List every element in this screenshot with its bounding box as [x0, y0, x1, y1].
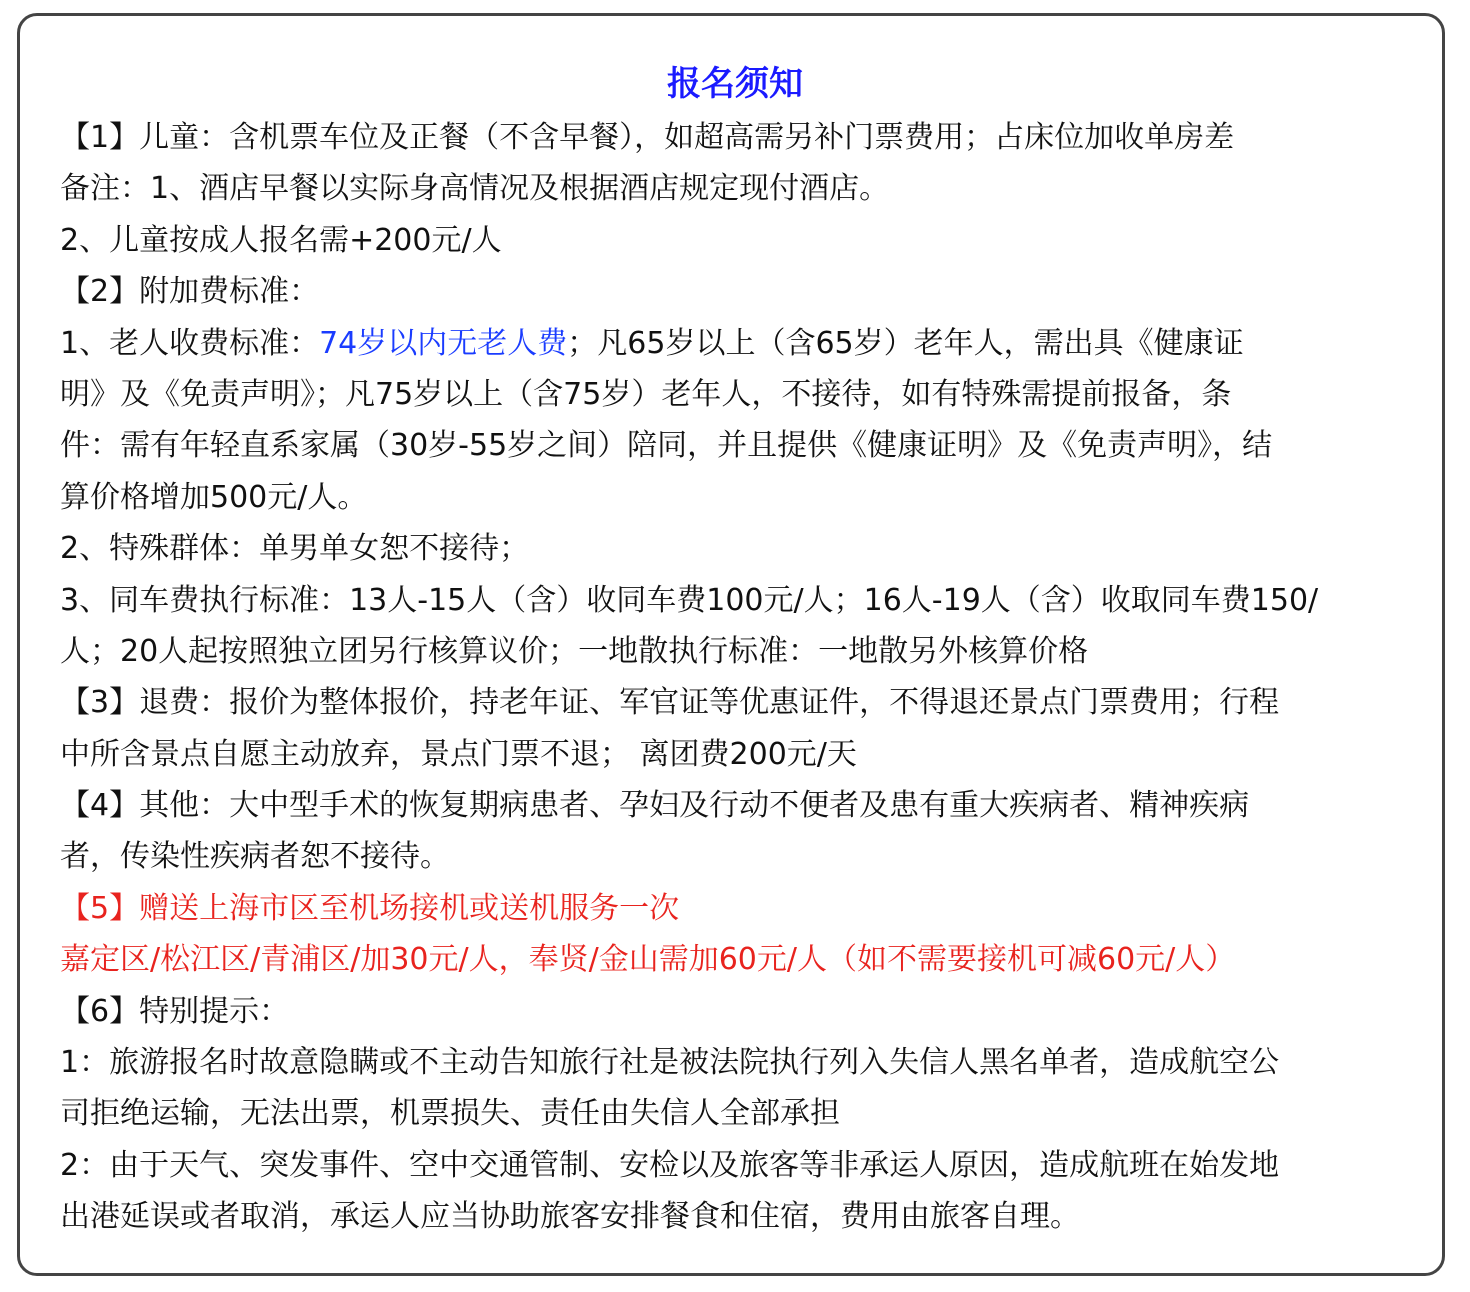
notice-line-tip-2a: 2：由于天气、突发事件、空中交通管制、安检以及旅客等非承运人原因，造成航班在始发地 — [60, 1147, 1280, 1183]
notice-line-special-tips-heading: 【6】特别提示： — [60, 993, 290, 1029]
notice-line-shared-bus-1: 3、同车费执行标准：13人-15人（含）收同车费100元/人；16人-19人（含）收取同车费150/ — [60, 582, 1319, 618]
notice-line-remark: 备注：1、酒店早餐以实际身高情况及根据酒店规定现付酒店。 — [60, 171, 890, 207]
notice-line-elderly-3: 件：需有年轻直系家属（30岁-55岁之间）陪同，并且提供《健康证明》及《免责声明》，结 — [60, 428, 1273, 464]
notice-line-other-1: 【4】其他：大中型手术的恢复期病患者、孕妇及行动不便者及患有重大疾病者、精神疾病 — [60, 788, 1250, 824]
notice-line-special-groups: 2、特殊群体：单男单女恕不接待； — [60, 531, 530, 567]
notice-line-tip-1b: 司拒绝运输，无法出票，机票损失、责任由失信人全部承担 — [60, 1096, 840, 1132]
notice-line-elderly-1: 1、老人收费标准：74岁以内无老人费；凡65岁以上（含65岁）老年人，需出具《健康证 — [60, 325, 1244, 361]
notice-line-surcharge-heading: 【2】附加费标准： — [60, 274, 320, 310]
notice-title: 报名须知 — [667, 64, 803, 104]
notice-line-airport-transfer: 【5】赠送上海市区至机场接机或送机服务一次 — [60, 890, 680, 926]
elderly-free-highlight: 74岁以内无老人费 — [319, 325, 568, 361]
notice-line-refund-2: 中所含景点自愿主动放弃，景点门票不退； 离团费200元/天 — [60, 736, 857, 772]
notice-line-child-adult-price: 2、儿童按成人报名需+200元/人 — [60, 222, 502, 258]
notice-line-shared-bus-2: 人；20人起按照独立团另行核算议价；一地散执行标准：一地散另外核算价格 — [60, 633, 1089, 669]
notice-line-tip-1a: 1：旅游报名时故意隐瞒或不主动告知旅行社是被法院执行列入失信人黑名单者，造成航空公 — [60, 1045, 1280, 1081]
notice-line-elderly-4: 算价格增加500元/人。 — [60, 479, 368, 515]
notice-content — [60, 112, 1410, 1243]
notice-line-other-2: 者，传染性疾病者恕不接待。 — [60, 839, 450, 875]
notice-line-tip-2b: 出港延误或者取消，承运人应当协助旅客安排餐食和住宿，费用由旅客自理。 — [60, 1199, 1080, 1235]
notice-line-children: 【1】儿童：含机票车位及正餐（不含早餐），如超高需另补门票费用；占床位加收单房差 — [60, 120, 1235, 155]
notice-line-transfer-surcharge: 嘉定区/松江区/青浦区/加30元/人，奉贤/金山需加60元/人（如不需要接机可减60元/人） — [60, 942, 1236, 978]
notice-line-refund-1: 【3】退费：报价为整体报价，持老年证、军官证等优惠证件，不得退还景点门票费用；行程 — [60, 685, 1280, 721]
notice-line-elderly-2: 明》及《免责声明》；凡75岁以上（含75岁）老年人，不接待，如有特殊需提前报备，条 — [60, 376, 1232, 412]
